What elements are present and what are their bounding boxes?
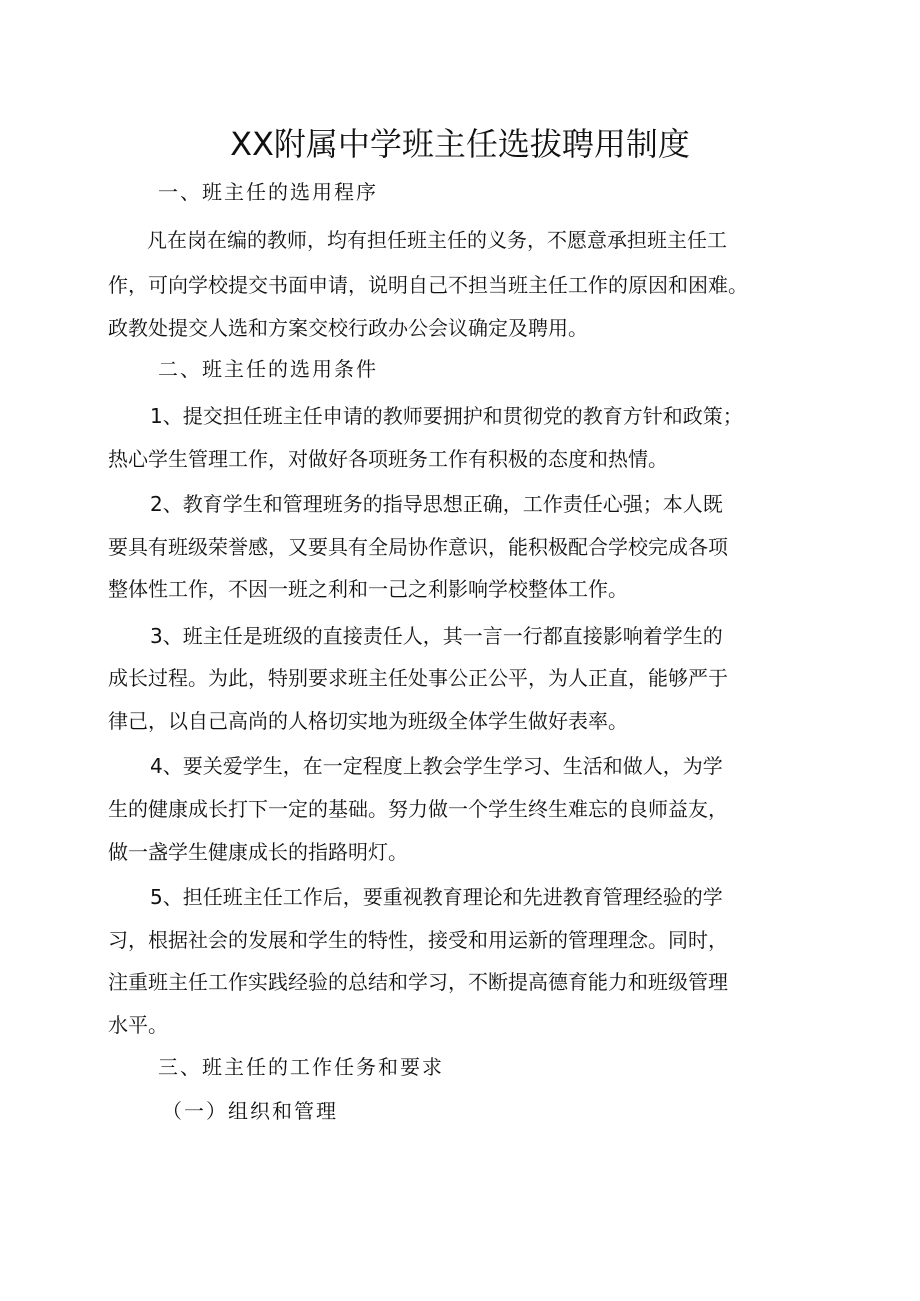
- section-heading-3: 三、班主任的工作任务和要求: [158, 1055, 444, 1079]
- paragraph-line: 整体性工作，不因一班之利和一己之利影响学校整体工作。: [108, 577, 628, 601]
- document-title: XX附属中学班主任选拔聘用制度: [230, 125, 690, 163]
- paragraph-line: 作，可向学校提交书面申请，说明自己不担当班主任工作的原因和困难。: [108, 273, 748, 297]
- section-heading-1: 一、班主任的选用程序: [158, 180, 378, 204]
- paragraph-line: 热心学生管理工作，对做好各项班务工作有积极的态度和热情。: [108, 447, 668, 471]
- paragraph-line: 凡在岗在编的教师，均有担任班主任的义务，不愿意承担班主任工: [147, 228, 727, 252]
- subsection-heading: （一）组织和管理: [162, 1099, 338, 1123]
- paragraph-line: 政教处提交人选和方案交校行政办公会议确定及聘用。: [108, 316, 588, 340]
- paragraph-line: 4、要关爱学生，在一定程度上教会学生学习、生活和做人，为学: [150, 754, 723, 778]
- paragraph-line: 做一盏学生健康成长的指路明灯。: [108, 840, 408, 864]
- paragraph-line: 律己，以自己高尚的人格切实地为班级全体学生做好表率。: [108, 709, 628, 733]
- paragraph-line: 1、提交担任班主任申请的教师要拥护和贯彻党的教育方针和政策；: [150, 404, 743, 428]
- paragraph-line: 生的健康成长打下一定的基础。努力做一个学生终生难忘的良师益友，: [108, 797, 728, 821]
- paragraph-line: 注重班主任工作实践经验的总结和学习，不断提高德育能力和班级管理: [108, 970, 728, 994]
- paragraph-line: 水平。: [108, 1013, 168, 1037]
- paragraph-line: 要具有班级荣誉感，又要具有全局协作意识，能积极配合学校完成各项: [108, 535, 728, 559]
- paragraph-line: 5、担任班主任工作后，要重视教育理论和先进教育管理经验的学: [150, 885, 723, 909]
- paragraph-line: 习，根据社会的发展和学生的特性，接受和用运新的管理理念。同时，: [108, 928, 728, 952]
- paragraph-line: 成长过程。为此，特别要求班主任处事公正公平，为人正直，能够严于: [108, 666, 728, 690]
- paragraph-line: 3、班主任是班级的直接责任人，其一言一行都直接影响着学生的: [150, 624, 723, 648]
- section-heading-2: 二、班主任的选用条件: [158, 357, 378, 381]
- paragraph-line: 2、教育学生和管理班务的指导思想正确，工作责任心强；本人既: [150, 492, 723, 516]
